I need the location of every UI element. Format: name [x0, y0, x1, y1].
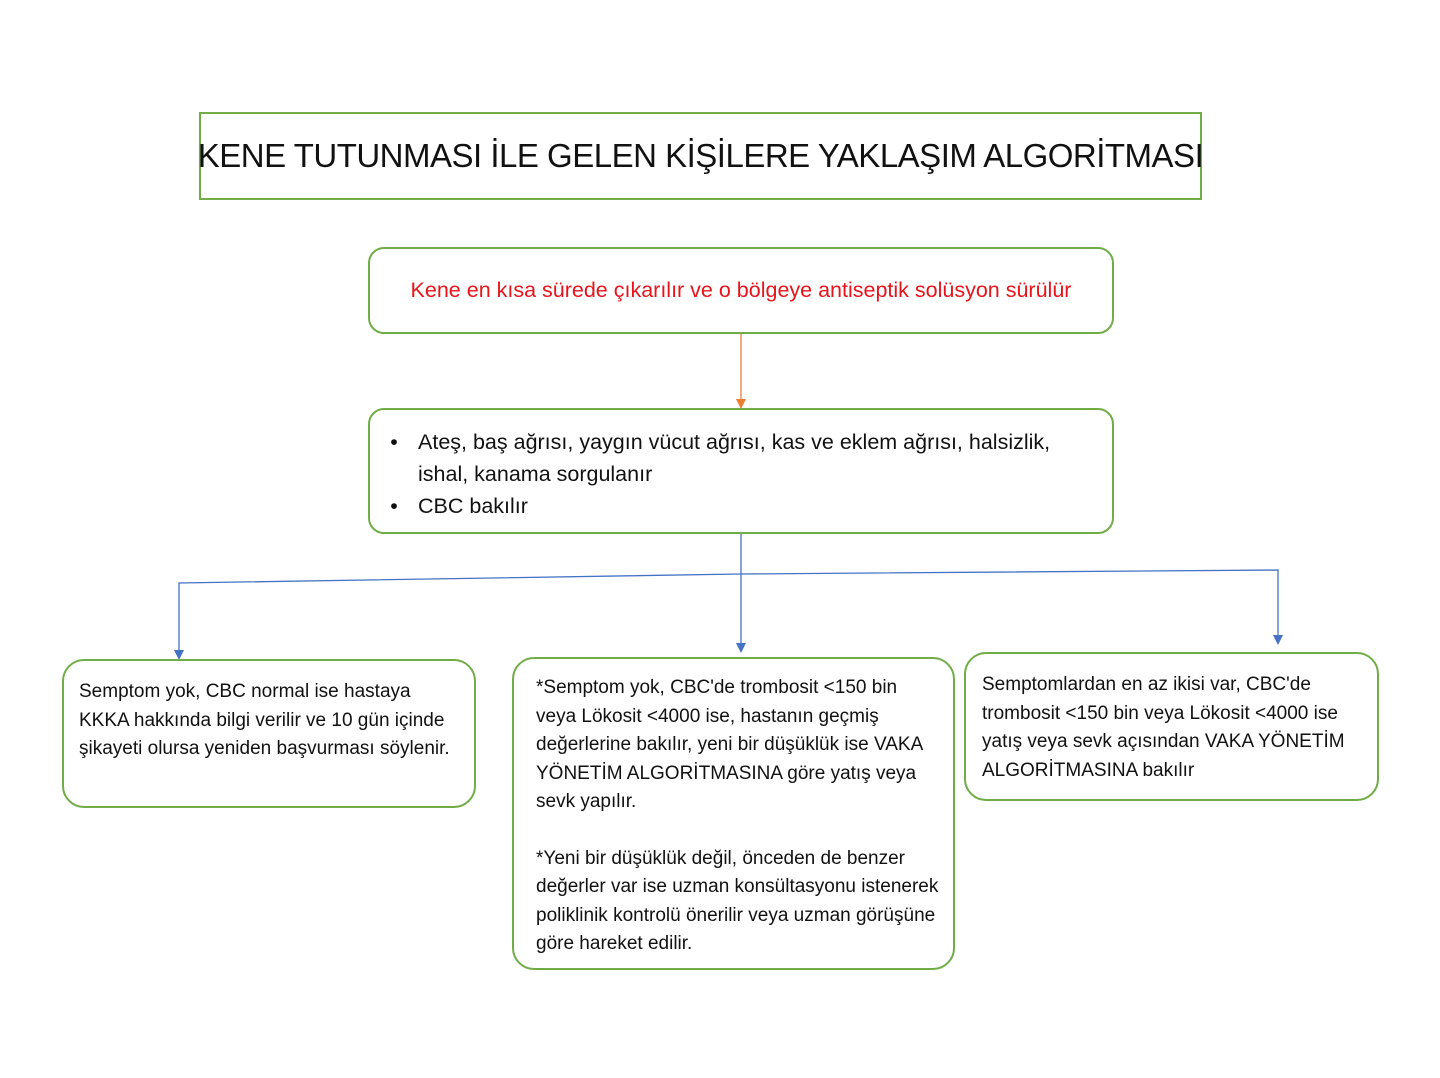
step-assess-symptoms [368, 408, 1114, 534]
list-item [384, 490, 1092, 522]
arrowhead-blue-right [1273, 635, 1283, 645]
list-item [384, 426, 1092, 490]
outcome-middle-paragraph-1: *Semptom yok, CBC'de trombosit <150 bin veya Lökosit <4000 ise, hastanın geçmiş değerlerine bakılır, yeni bir düşüklük ise VAKA YÖNETİM ALGORİTMASINA göre yatış veya sevk yapılır. [536, 677, 923, 812]
arrow-branch-right [741, 570, 1278, 635]
symptom-checklist [384, 426, 1092, 522]
diagram-title: KENE TUTUNMASI İLE GELEN KİŞİLERE YAKLAŞIM ALGORİTMASI [197, 137, 1204, 174]
outcome-middle-paragraph-2: *Yeni bir düşüklük değil, önceden de benzer değerler var ise uzman konsültasyonu istenerek poliklinik kontrolü önerilir veya uzman görüşüne göre hareket edilir. [536, 847, 939, 954]
outcome-symptoms-present [964, 652, 1379, 801]
step-remove-tick-text: Kene en kısa sürede çıkarılır ve o bölgeye antiseptik solüsyon sürülür [410, 278, 1072, 302]
title-box [199, 112, 1202, 200]
outcome-no-symptom-low-counts [512, 657, 955, 970]
bullet-marker: • [390, 430, 398, 454]
arrowhead-blue-middle [736, 643, 746, 653]
outcome-right-text: Semptomlardan en az ikisi var, CBC'de trombosit <150 bin veya Lökosit <4000 ise yatış veya sevk açısından VAKA YÖNETİM ALGORİTMASINA bakılır [982, 674, 1345, 781]
outcome-left-text: Semptom yok, CBC normal ise hastaya KKKA hakkında bilgi verilir ve 10 gün içinde şikayeti olursa yeniden başvurması söylenir. [79, 681, 450, 759]
outcome-middle-text [536, 674, 939, 959]
arrow-branch-left [179, 574, 741, 650]
cbc-check-text: CBC bakılır [418, 494, 528, 518]
outcome-no-symptom-normal-cbc [62, 659, 476, 808]
bullet-marker: • [390, 494, 398, 518]
step-remove-tick [368, 247, 1114, 334]
symptom-question-text: Ateş, baş ağrısı, yaygın vücut ağrısı, kas ve eklem ağrısı, halsizlik, ishal, kanama sorgulanır [418, 430, 1051, 486]
